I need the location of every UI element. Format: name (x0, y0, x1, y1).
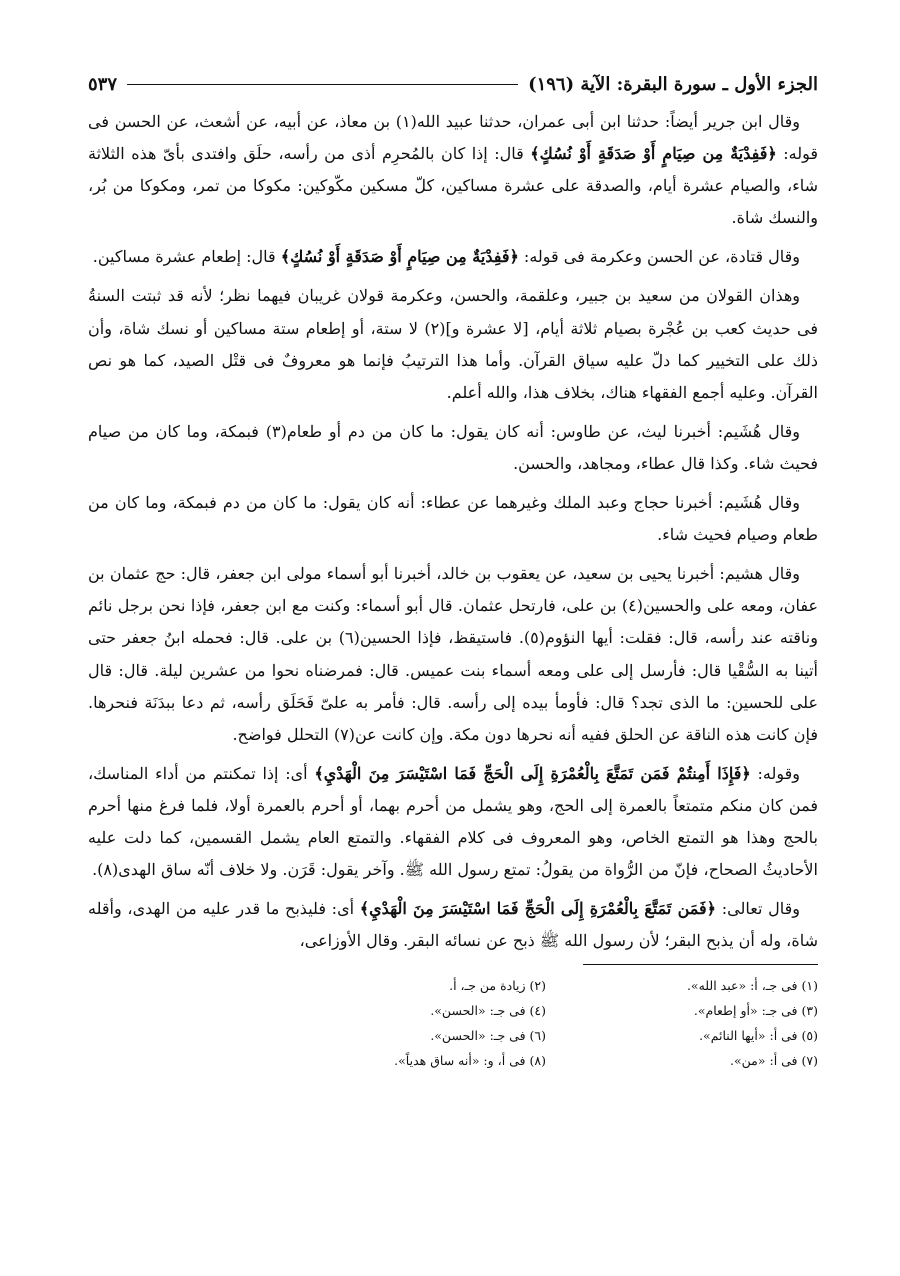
paragraph (88, 758, 818, 886)
footnotes (298, 975, 818, 1072)
paragraph-text: وقال قتادة، عن الحسن وعكرمة فى قوله: (518, 247, 800, 267)
paragraph-text: قال: إذا كان بالمُحرِم أذى من رأسه، حلَق وافتدى بأىّ هذه الثلاثة شاء، والصيام عشرة أيام، والصدقة على عشرة مساكين، كلّ مسكين مكّوكين: مكوكا من تمر، ومكوكا من بُر، والنسك شاة. (88, 144, 818, 228)
header-title: الجزء الأول ـ سورة البقرة: الآية (١٩٦) (528, 73, 818, 95)
footnote: (١) فى جـ، أ: «عبد الله». (686, 978, 818, 994)
paragraph-text: وقوله: (750, 763, 800, 783)
paragraph-text: وهذان القولان من سعيد بن جبير، وعلقمة، والحسن، وعكرمة قولان غريبان فيهما نظر؛ لأنه قد ثبتت السنةُ فى حديث كعب بن عُجْرة بصيام ثلاثة أيام، [لا عشرة و](٢) لا ستة، أو إطعام ستة مساكين أو نسك شاة، وأن ذلك على التخيير كما دلّ عليه سياق القرآن. وأما هذا الترتيبُ فإنما هو معروفٌ فى قتْل الصيد، كما هو نص القرآن. وعليه أجمع الفقهاء هناك، بخلاف هذا، والله أعلم. (88, 286, 819, 402)
footnote: (٨) فى أ، و: «أنه ساق هدياً». (394, 1053, 546, 1069)
header-rule (127, 84, 518, 85)
page-number: ٥٣٧ (88, 73, 118, 95)
footnote: (٣) فى جـ: «أو إطعام». (693, 1003, 818, 1019)
paragraph-text: أى: فليذبح ما قدر عليه من الهدى، وأقله شاة، وله أن يذبح البقر؛ لأن رسول الله ﷺ ذبح عن نسائه البقر. وقال الأوزاعى، (88, 899, 818, 951)
paragraph-text: وقال ابن جرير أيضاً: حدثنا ابن أبى عمران، حدثنا عبيد الله(١) بن معاذ، عن أبيه، عن أشعث، عن الحسن فى قوله: (88, 112, 818, 164)
paragraph-text: وقال هشيم: أخبرنا يحيى بن سعيد، عن يعقوب بن خالد، أخبرنا أبو أسماء مولى ابن جعفر، قال: حج عثمان بن عفان، ومعه على والحسين(٤) بن على، فارتحل عثمان. قال أبو أسماء: وكنت مع ابن جعفر، فإذا نحن برجل نائم وناقته عند رأسه، قال: فقلت: أيها النؤوم(٥). فاستيقظ، فإذا الحسين(٦) بن على. قال: فحمله ابنُ جعفر حتى أتينا به السُّقْيا قال: فأرسل إلى على ومعه أسماء بنت عميس. قال: فمرضناه نحوا من عشرين ليلة. قال: قال على للحسين: ما الذى تجد؟ قال: فأومأ بيده إلى رأسه. قال: فأمر به علىّ فَحَلَق رأسه، ثم دعا ببدَنَة فنحرها. فإن كانت هذه الناقة عن الحلق ففيه أنه نحرها دون مكة. وإن كانت عن(٧) التحلل فواضح. (88, 564, 818, 744)
paragraph (88, 280, 818, 408)
footnote: (٧) فى أ: «من». (730, 1053, 818, 1069)
paragraph (88, 241, 818, 273)
paragraph-text: قال: إطعام عشرة مساكين. (92, 247, 281, 267)
main-text (88, 106, 818, 957)
paragraph-text: وقال هُشَيم: أخبرنا حجاج وعبد الملك وغيرهما عن عطاء: أنه كان يقول: ما كان من دم فبمكة، وما كان من طعام وصيام فحيث شاء. (88, 493, 818, 545)
paragraph (88, 416, 818, 480)
paragraph (88, 893, 818, 957)
footnote: (٦) فى جـ: «الحسن». (430, 1028, 546, 1044)
paragraph (88, 487, 818, 551)
footnote: (٤) فى جـ: «الحسن». (430, 1003, 546, 1019)
book-page (88, 68, 818, 1072)
quran-verse: ﴿فَمَن تَمَتَّعَ بِالْعُمْرَةِ إِلَى الْحَجِّ فَمَا اسْتَيْسَرَ مِنَ الْهَدْيِ﴾ (359, 899, 717, 919)
paragraph-text: وقال هُشَيم: أخبرنا ليث، عن طاوس: أنه كان يقول: ما كان من دم أو طعام(٣) فبمكة، وما كان من صيام فحيث شاء. وكذا قال عطاء، ومجاهد، والحسن. (88, 421, 818, 473)
footnote: (٥) فى أ: «أيها النائم». (699, 1028, 818, 1044)
paragraph-text: أى: إذا تمكنتم من أداء المناسك، فمن كان منكم متمتعاً بالعمرة إلى الحج، وهو يشمل من أحرم بهما، أو أحرم بالعمرة أولا، فلما فرغ منها أحرم بالحج وهذا هو التمتع الخاص، وهو المعروف فى كلام الفقهاء. والتمتع العام يشمل القسمين، كما دلت عليه الأحاديثُ الصحاح، فإنّ من الرُّواة من يقولُ: تمتع رسول الله ﷺ. وآخر يقول: قَرَن. ولا خلاف أنّه ساق الهدى(٨). (88, 763, 818, 880)
paragraph (88, 106, 818, 234)
quran-verse: ﴿فَفِدْيَةٌ مِن صِيَامٍ أَوْ صَدَقَةٍ أَوْ نُسُكٍ﴾ (280, 247, 519, 267)
paragraph (88, 558, 818, 751)
footnote: (٢) زيادة من جـ، أ. (449, 978, 546, 994)
paragraph-text: وقال تعالى: (716, 899, 800, 919)
running-header (88, 68, 818, 100)
footnote-rule (583, 964, 818, 965)
quran-verse: ﴿فَإِذَا أَمِنتُمْ فَمَن تَمَتَّعَ بِالْعُمْرَةِ إِلَى الْحَجِّ فَمَا اسْتَيْسَرَ مِنَ الْهَدْيِ﴾ (314, 763, 751, 783)
quran-verse: ﴿فَفِدْيَةٌ مِن صِيَامٍ أَوْ صَدَقَةٍ أَوْ نُسُكٍ﴾ (530, 144, 777, 164)
